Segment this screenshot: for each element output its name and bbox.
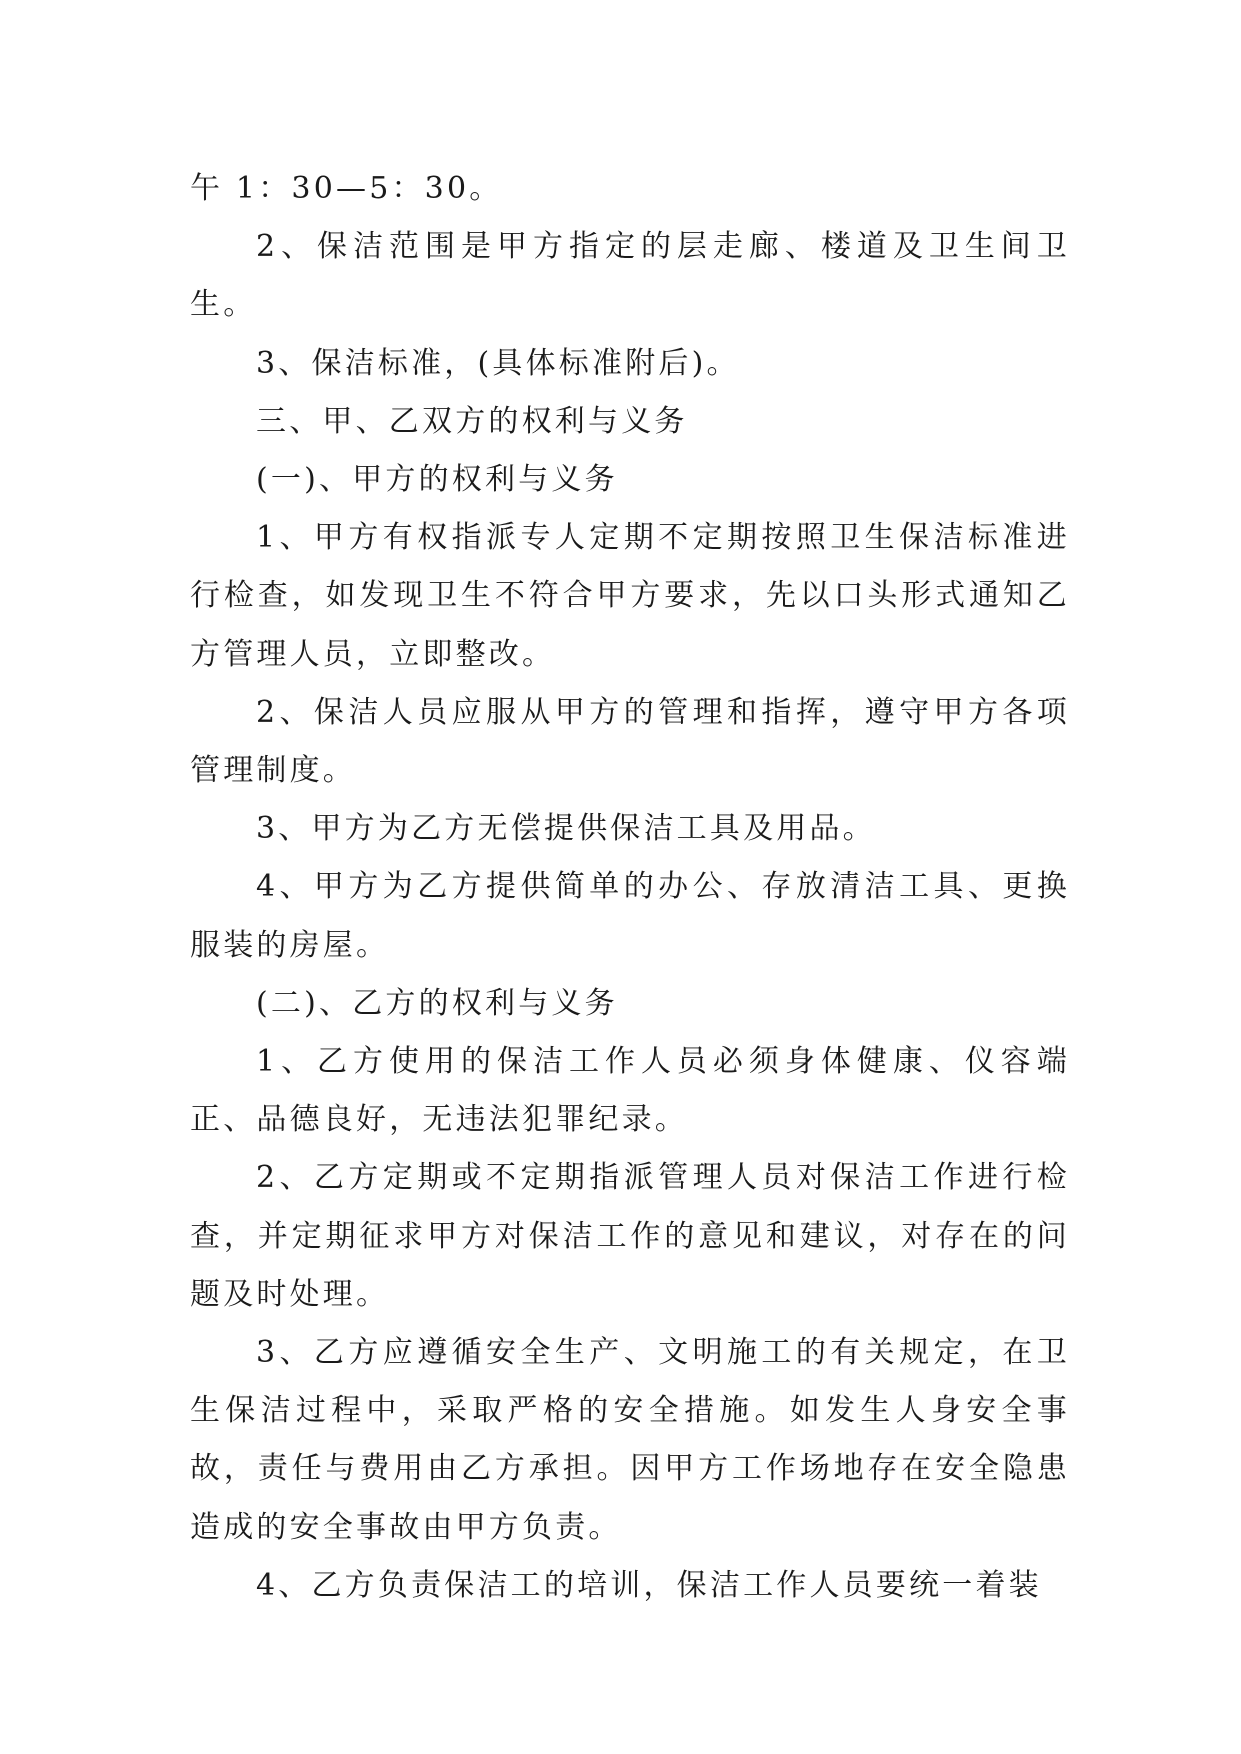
paragraph-party-b-item-4: 4、乙方负责保洁工的培训，保洁工作人员要统一着装 (256, 1567, 1042, 1603)
paragraph-work-hours-end: 午 1：30—5：30。 (190, 171, 503, 206)
section-heading-rights-obligations: 三、甲、乙双方的权利与义务 (256, 403, 688, 439)
subsection-heading-party-a: (一)、甲方的权利与义务 (256, 462, 618, 498)
paragraph-party-b-item-3: 3、乙方应遵循安全生产、文明施工的有关规定，在卫生保洁过程中，采取严格的安全措施。如发生人身安全事故，责任与费用由乙方承担。因甲方工作场地存在安全隐患造成的安全事故由甲方负责。 (190, 1335, 1070, 1545)
paragraph-cleaning-scope: 2、保洁范围是甲方指定的层走廊、楼道及卫生间卫生。 (190, 229, 1070, 323)
document-body (190, 160, 1070, 1615)
subsection-heading-party-b: (二)、乙方的权利与义务 (256, 985, 618, 1021)
paragraph-party-b-item-1: 1、乙方使用的保洁工作人员必须身体健康、仪容端正、品德良好，无违法犯罪纪录。 (190, 1044, 1070, 1138)
paragraph-party-a-item-3: 3、甲方为乙方无偿提供保洁工具及用品。 (256, 811, 876, 847)
paragraph-party-b-item-2: 2、乙方定期或不定期指派管理人员对保洁工作进行检查，并定期征求甲方对保洁工作的意见和建议，对存在的问题及时处理。 (190, 1160, 1070, 1312)
paragraph-party-a-item-1: 1、甲方有权指派专人定期不定期按照卫生保洁标准进行检查，如发现卫生不符合甲方要求，先以口头形式通知乙方管理人员，立即整改。 (190, 520, 1070, 672)
paragraph-cleaning-standard: 3、保洁标准，(具体标准附后)。 (256, 345, 740, 381)
paragraph-party-a-item-2: 2、保洁人员应服从甲方的管理和指挥，遵守甲方各项管理制度。 (190, 694, 1070, 789)
paragraph-party-a-item-4: 4、甲方为乙方提供简单的办公、存放清洁工具、更换服装的房屋。 (190, 869, 1070, 963)
